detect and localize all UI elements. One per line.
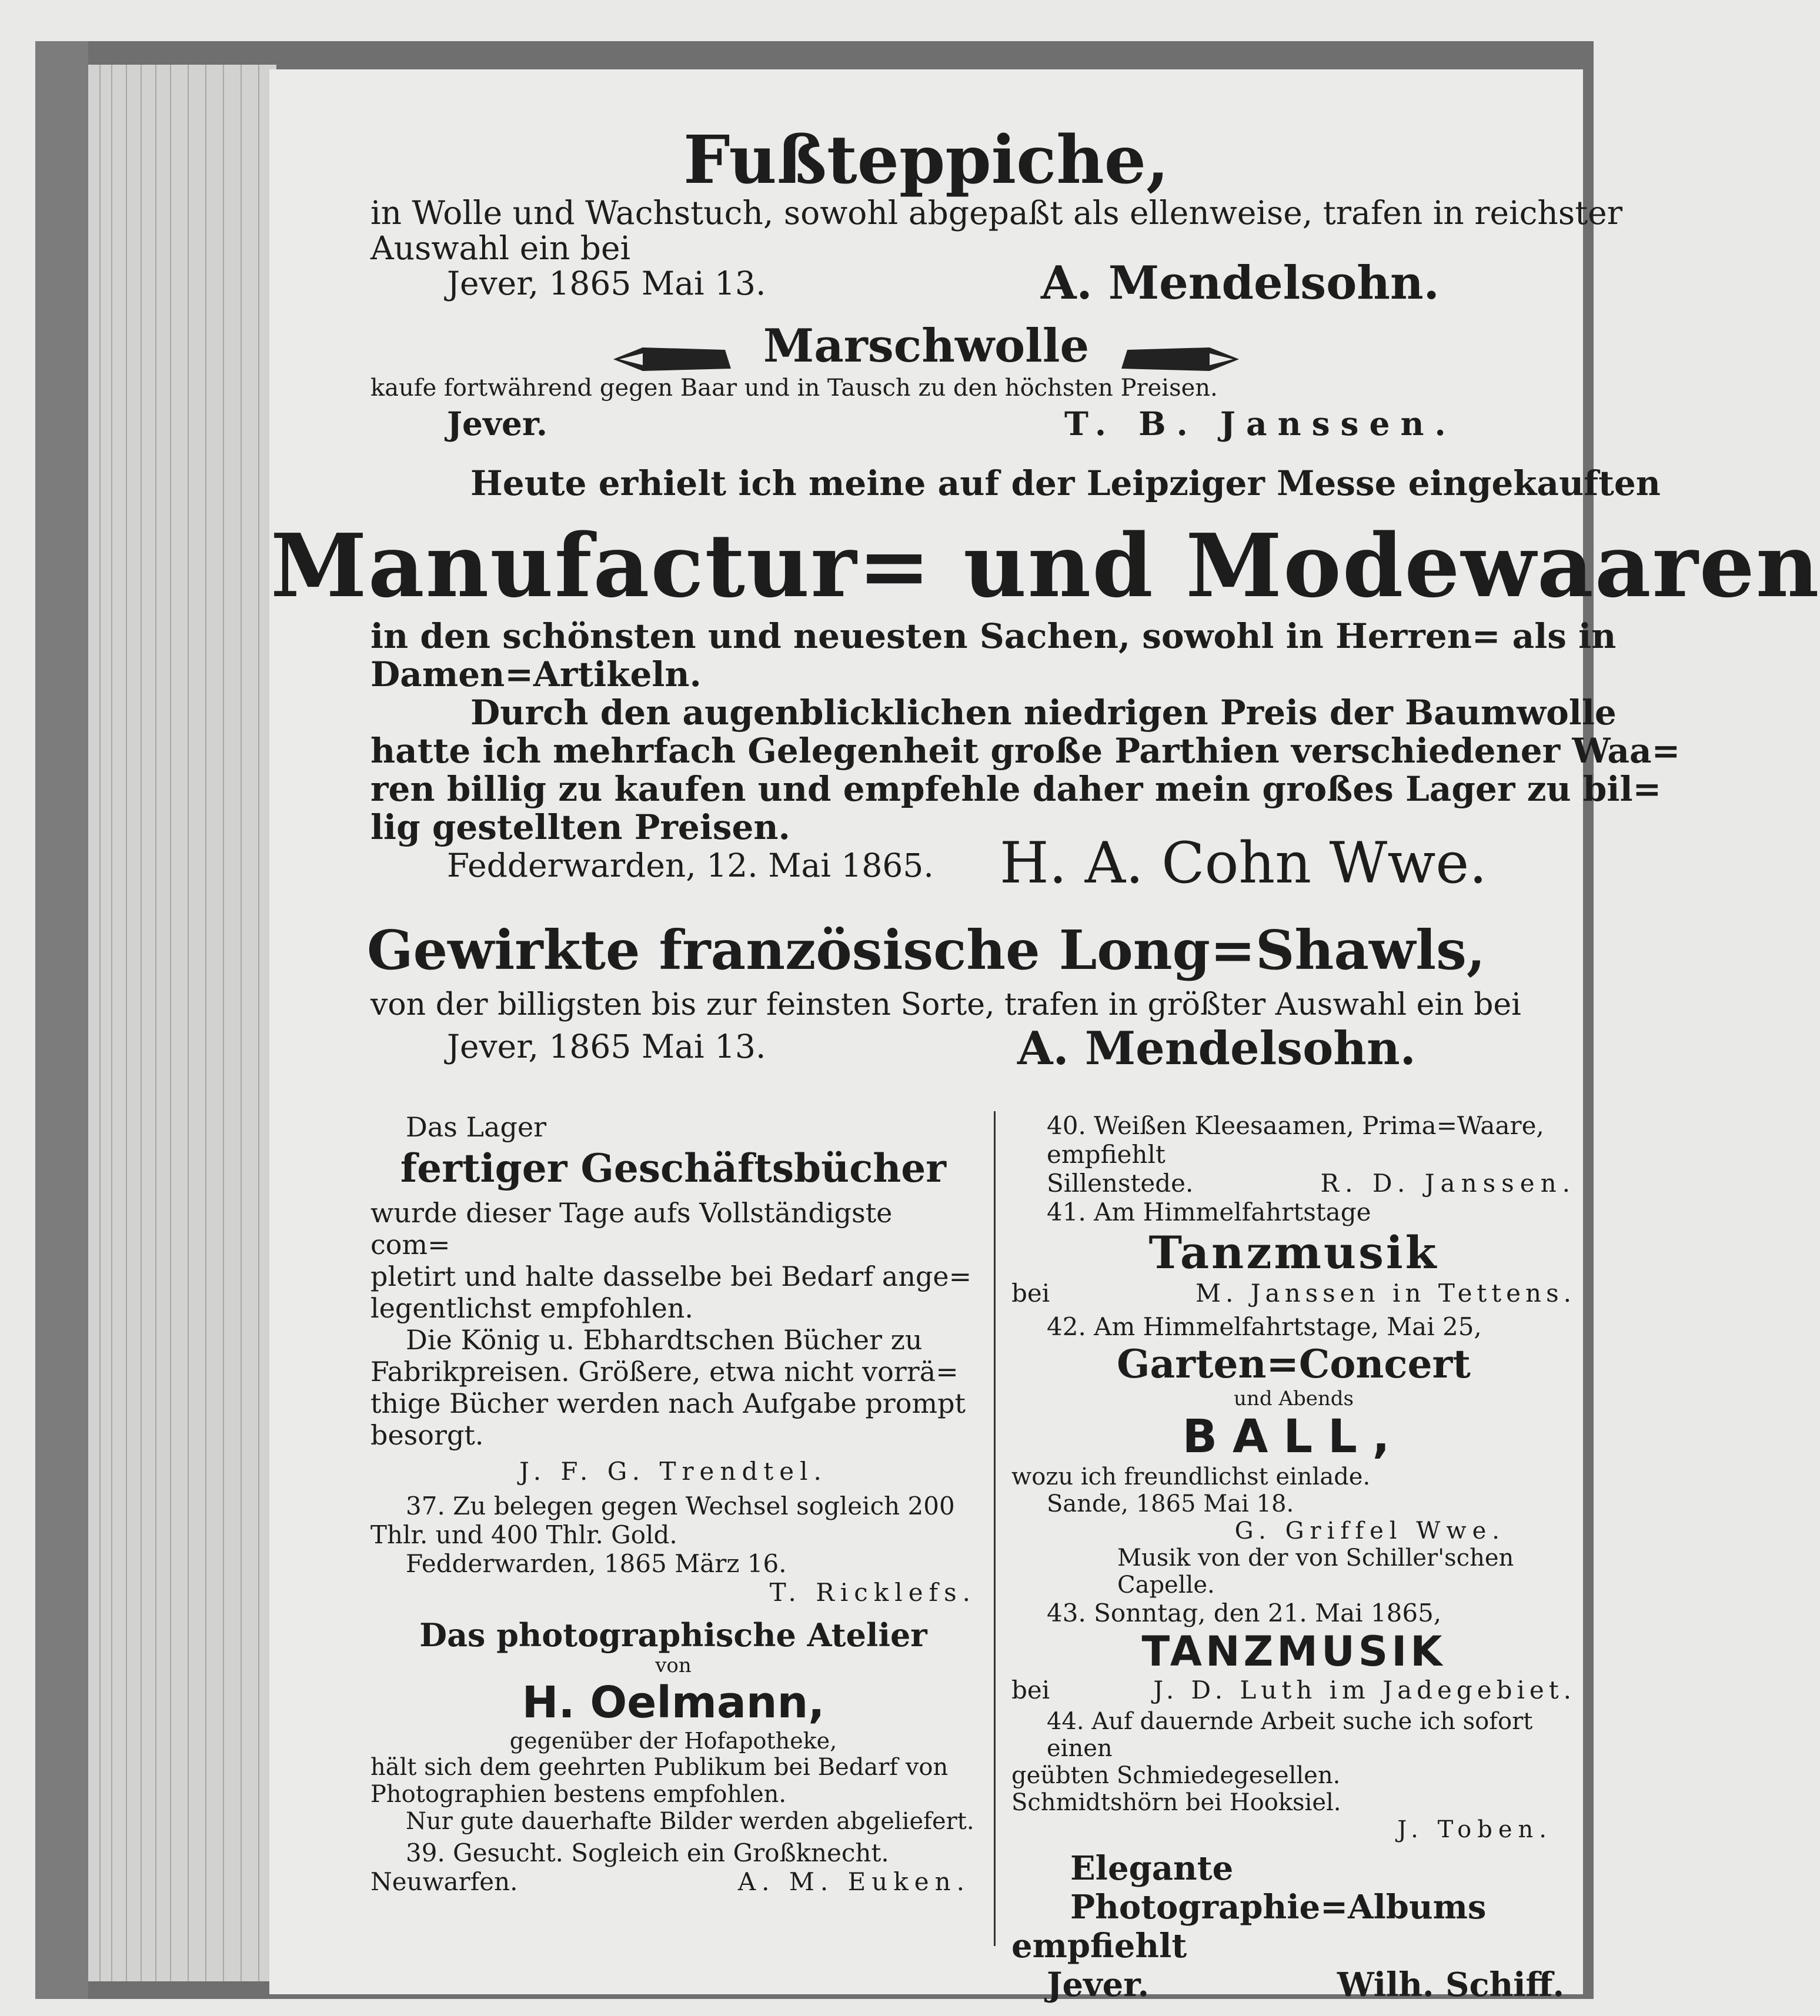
marschwolle-signature: T. B. Janssen.: [1064, 404, 1457, 443]
ad42-signature: G. Griffel Wwe.: [1234, 1517, 1505, 1544]
pointing-hand-left-icon: [607, 342, 737, 377]
cohn-line-3: Durch den augenblicklichen niedrigen Preis der Baumwolle: [470, 693, 1617, 733]
atelier-line-2: hält sich dem geehrten Publikum bei Bedarf von: [370, 1754, 949, 1781]
fussteppiche-date: Jever, 1865 Mai 13.: [447, 265, 766, 302]
ad42-abends: und Abends: [1234, 1387, 1354, 1410]
ad37-line-3: Fedderwarden, 1865 März 16.: [406, 1549, 787, 1578]
lager-signature: J. F. G. Trendtel.: [519, 1457, 827, 1486]
cohn-line-6: lig gestellten Preisen.: [370, 807, 790, 847]
ad39-place: Neuwarfen.: [370, 1867, 518, 1896]
ad42-ball: BALL,: [1182, 1410, 1405, 1463]
ad40-line-1: 40. Weißen Kleesaamen, Prima=Waare, empfiehlt: [1047, 1111, 1544, 1169]
cohn-line-4: hatte ich mehrfach Gelegenheit große Parthien verschiedener Waa=: [370, 731, 1681, 771]
cohn-line-1: in den schönsten und neuesten Sachen, sowohl in Herren= als in: [370, 616, 1617, 656]
cohn-line-2: Damen=Artikeln.: [370, 654, 702, 694]
ad41-signature: M. Janssen in Tettens.: [1195, 1279, 1576, 1308]
lager-text-5: Fabrikpreisen. Größere, etwa nicht vorrä=: [370, 1356, 959, 1388]
column-divider: [994, 1111, 996, 1946]
ad37-line-1: 37. Zu belegen gegen Wechsel sogleich 200: [406, 1492, 955, 1520]
fussteppiche-text-2: Auswahl ein bei: [370, 229, 631, 267]
albums-place: Jever.: [1047, 1965, 1150, 2004]
cohn-intro: Heute erhielt ich meine auf der Leipziger Messe eingekauften: [470, 463, 1661, 503]
right-column: [1011, 1111, 1576, 2004]
ad44-line-2: geübten Schmiedegesellen.: [1011, 1762, 1341, 1789]
marschwolle-text: kaufe fortwährend gegen Baar und in Tausch zu den höchsten Preisen.: [370, 375, 1218, 402]
ad42-line-4: Musik von der von Schiller'schen Capelle.: [1117, 1544, 1514, 1599]
albums-line-2: empfiehlt: [1011, 1927, 1187, 1965]
atelier-line-4: Nur gute dauerhafte Bilder werden abgeliefert.: [406, 1808, 974, 1835]
ad41-bei: bei: [1011, 1279, 1050, 1308]
shawls-signature: A. Mendelsohn.: [1017, 1022, 1416, 1075]
ad43-line-1: 43. Sonntag, den 21. Mai 1865,: [1047, 1599, 1442, 1627]
cohn-place-date: Fedderwarden, 12. Mai 1865.: [447, 847, 934, 884]
atelier-heading: Das photographische Atelier: [419, 1616, 927, 1654]
ad43-heading: TANZMUSIK: [1141, 1627, 1446, 1676]
newspaper-page: [271, 71, 1820, 2004]
cohn-heading: Manufactur= und Modewaaren: [271, 514, 1820, 617]
pointing-hand-right-icon: [1116, 342, 1245, 377]
shawls-heading: Gewirkte französische Long=Shawls,: [367, 918, 1485, 982]
ad42-line-2: wozu ich freundlichst einlade.: [1011, 1463, 1371, 1490]
ad41-heading: Tanzmusik: [1148, 1226, 1439, 1279]
atelier-line-3: Photographien bestens empfohlen.: [370, 1781, 787, 1808]
ad40-signature: R. D. Janssen.: [1320, 1169, 1576, 1198]
ad37-signature: T. Ricklefs.: [769, 1578, 976, 1607]
ad40-place: Sillenstede.: [1047, 1169, 1194, 1198]
albums-line-1: Elegante Photographie=Albums: [1070, 1849, 1487, 1927]
ad39-signature: A. M. Euken.: [737, 1867, 970, 1896]
ad42-line-3: Sande, 1865 Mai 18.: [1047, 1490, 1294, 1517]
lager-text-2: pletirt und halte dasselbe bei Bedarf ange=: [370, 1261, 972, 1292]
shawls-text: von der billigsten bis zur feinsten Sorte, trafen in größter Auswahl ein bei: [370, 987, 1521, 1022]
ad43-bei: bei: [1011, 1676, 1050, 1704]
left-column: [370, 1111, 976, 1896]
marschwolle-place: Jever.: [447, 404, 548, 443]
lager-text-1: wurde dieser Tage aufs Vollständigste com=: [370, 1197, 893, 1261]
ad42-heading: Garten=Concert: [1117, 1341, 1471, 1387]
lager-text-4: Die König u. Ebhardtschen Bücher zu: [406, 1324, 923, 1356]
ad42-line-1: 42. Am Himmelfahrtstage, Mai 25,: [1047, 1312, 1482, 1341]
lager-intro: Das Lager: [406, 1111, 547, 1143]
fussteppiche-heading: Fußteppiche,: [683, 122, 1170, 199]
ad44-line-3: Schmidtshörn bei Hooksiel.: [1011, 1789, 1341, 1816]
ad44-signature: J. Toben.: [1397, 1816, 1552, 1843]
cohn-line-5: ren billig zu kaufen und empfehle daher mein großes Lager zu bil=: [370, 769, 1662, 809]
shawls-date: Jever, 1865 Mai 13.: [447, 1028, 766, 1065]
lager-text-7: besorgt.: [370, 1419, 484, 1451]
atelier-line-1: gegenüber der Hofapotheke,: [509, 1728, 837, 1754]
atelier-name: H. Oelmann,: [522, 1677, 825, 1728]
albums-signature: Wilh. Schiff.: [1337, 1965, 1564, 2004]
fussteppiche-text-1: in Wolle und Wachstuch, sowohl abgepaßt als ellenweise, trafen in reichster: [370, 194, 1623, 232]
ad41-line-1: 41. Am Himmelfahrtstage: [1047, 1198, 1371, 1226]
lager-text-3: legentlichst empfohlen.: [370, 1292, 694, 1324]
ad44-line-1: 44. Auf dauernde Arbeit suche ich sofort einen: [1047, 1708, 1533, 1762]
ad43-signature: J. D. Luth im Jadegebiet.: [1153, 1676, 1576, 1704]
atelier-von: von: [655, 1654, 692, 1677]
lager-heading: fertiger Geschäftsbücher: [400, 1145, 947, 1191]
ad39-line-1: 39. Gesucht. Sogleich ein Großknecht.: [406, 1838, 889, 1867]
marschwolle-heading: Marschwolle: [763, 319, 1090, 373]
lager-text-6: thige Bücher werden nach Aufgabe prompt: [370, 1388, 966, 1419]
fussteppiche-signature: A. Mendelsohn.: [1041, 256, 1440, 310]
marschwolle-heading-row: [271, 320, 1582, 377]
cohn-signature: H. A. Cohn Wwe.: [1000, 830, 1487, 896]
ad37-line-2: Thlr. und 400 Thlr. Gold.: [370, 1520, 677, 1549]
